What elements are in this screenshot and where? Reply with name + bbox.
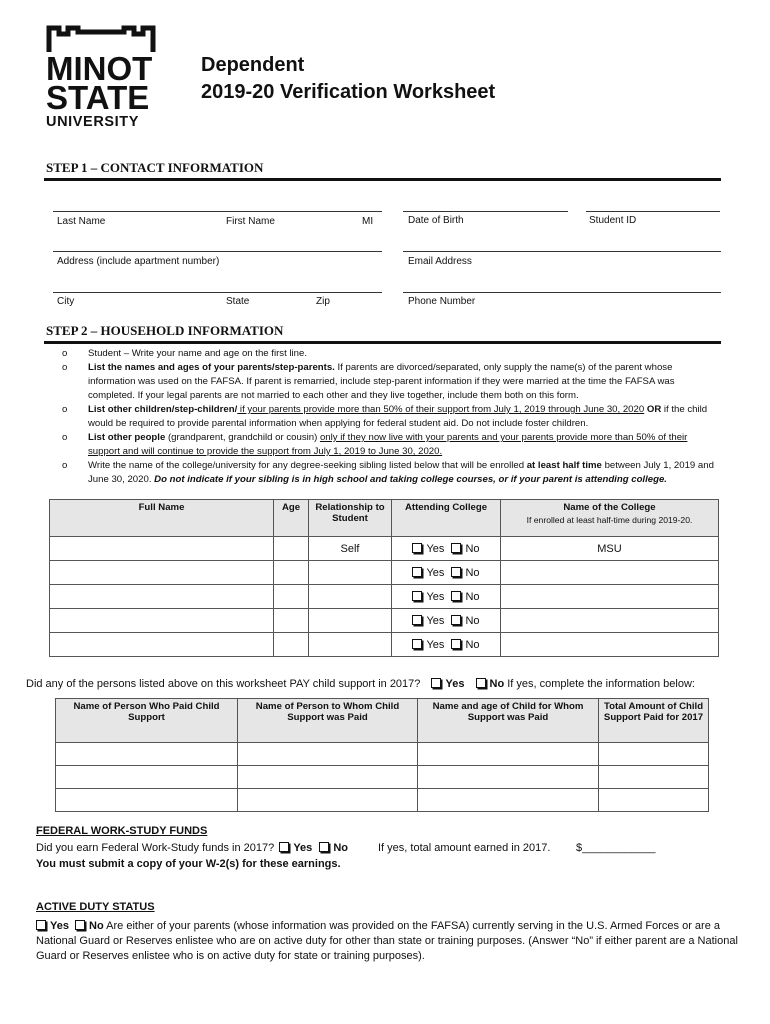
attending-cell: Yes No bbox=[392, 561, 501, 585]
list-item: o Write the name of the college/university for any degree-seeking sibling listed below that will be enrolled at least half time between July 1, 2019 and June 30, 2020. Do not indicate if your sibling is in high school and taking college courses, or if your parent is attending college. bbox=[62, 460, 714, 485]
fws-no-checkbox[interactable] bbox=[319, 842, 329, 852]
age-cell[interactable] bbox=[274, 585, 309, 609]
name-cell[interactable] bbox=[50, 633, 274, 657]
age-cell[interactable] bbox=[274, 609, 309, 633]
step1-heading: STEP 1 – CONTACT INFORMATION bbox=[46, 160, 264, 175]
col-recipient: Name of Person to Whom Child Support was Paid bbox=[238, 699, 418, 743]
no-checkbox[interactable] bbox=[451, 615, 461, 625]
child-cell[interactable] bbox=[418, 743, 599, 766]
active-duty-question: Yes No Are either of your parents (whose information was provided on the FAFSA) currently serving in the U.S. Armed Forces or are a National Guard or Reserves enlistee who are on active duty for other than state or training purposes. (Answer “No” if either parent are a National Guard or Reserves enlistee who is on active duty for state or training purposes). bbox=[36, 920, 738, 962]
table-row bbox=[56, 766, 709, 789]
college-subheader: If enrolled at least half-time during 2019-20. bbox=[526, 515, 693, 525]
payer-cell[interactable] bbox=[56, 743, 238, 766]
table-row bbox=[50, 585, 719, 609]
attending-cell: Yes No bbox=[392, 585, 501, 609]
child-support-table bbox=[55, 698, 709, 812]
cs-no-checkbox[interactable] bbox=[476, 678, 486, 688]
household-table bbox=[49, 499, 719, 657]
no-checkbox[interactable] bbox=[451, 567, 461, 577]
cs-yes-checkbox[interactable] bbox=[431, 678, 441, 688]
fws-amount-field[interactable]: $____________ bbox=[576, 842, 656, 854]
age-cell[interactable] bbox=[274, 561, 309, 585]
age-cell[interactable] bbox=[274, 633, 309, 657]
attending-cell: Yes No bbox=[392, 537, 501, 561]
payer-cell[interactable] bbox=[56, 789, 238, 812]
table-row bbox=[50, 537, 719, 561]
address-line[interactable] bbox=[53, 251, 382, 252]
ad-yes-checkbox[interactable] bbox=[36, 920, 46, 930]
fws-question-row: Did you earn Federal Work-Study funds in 2017? Yes No bbox=[36, 842, 349, 854]
list-item: o List the names and ages of your parents/step-parents. If parents are divorced/separated, only supply the name(s) of the parent whose information was used on the FAFSA. If parent is remarried, include step-parent information if they were married at the time the FAFSA was completed. If your legal parents are not married to each other and they live together, include them both on this form. bbox=[62, 362, 675, 401]
email-label: Email Address bbox=[408, 256, 472, 267]
address-label: Address (include apartment number) bbox=[57, 256, 220, 267]
logo-word-university: UNIVERSITY bbox=[46, 114, 140, 130]
col-full-name: Full Name bbox=[50, 500, 274, 537]
recipient-cell[interactable] bbox=[238, 743, 418, 766]
table-row bbox=[50, 561, 719, 585]
name-line[interactable] bbox=[53, 211, 382, 212]
col-child: Name and age of Child for Whom Support was Paid bbox=[418, 699, 599, 743]
city-line[interactable] bbox=[53, 292, 382, 293]
title-line-2: 2019-20 Verification Worksheet bbox=[201, 81, 496, 103]
email-line[interactable] bbox=[403, 251, 721, 252]
name-cell[interactable] bbox=[50, 561, 274, 585]
recipient-cell[interactable] bbox=[238, 789, 418, 812]
yes-checkbox[interactable] bbox=[412, 567, 422, 577]
relationship-cell[interactable] bbox=[309, 561, 392, 585]
table-row bbox=[56, 789, 709, 812]
col-total: Total Amount of Child Support Paid for 2017 bbox=[599, 699, 709, 743]
table-row bbox=[50, 609, 719, 633]
step1-divider bbox=[44, 178, 721, 181]
child-support-question: Did any of the persons listed above on this worksheet PAY child support in 2017? bbox=[26, 678, 421, 690]
name-cell[interactable] bbox=[50, 609, 274, 633]
list-item: o List other people (grandparent, grandchild or cousin) only if they now live with your parents and your parents provide more than 50% of their support and will continue to provide the support from July 1, 2019 to June 30, 2020. bbox=[62, 432, 688, 457]
fws-question: Did you earn Federal Work-Study funds in 2017? bbox=[36, 842, 275, 854]
student-id-line[interactable] bbox=[586, 211, 720, 212]
active-duty-heading: ACTIVE DUTY STATUS bbox=[36, 901, 155, 913]
attending-cell: Yes No bbox=[392, 609, 501, 633]
relationship-cell[interactable]: Self bbox=[309, 537, 392, 561]
no-checkbox[interactable] bbox=[451, 591, 461, 601]
name-cell[interactable] bbox=[50, 537, 274, 561]
payer-cell[interactable] bbox=[56, 766, 238, 789]
last-name-label: Last Name bbox=[57, 216, 106, 227]
total-cell[interactable] bbox=[599, 789, 709, 812]
relationship-cell[interactable] bbox=[309, 609, 392, 633]
ad-no-checkbox[interactable] bbox=[75, 920, 85, 930]
list-item: o List other children/step-children/ if your parents provide more than 50% of their support from July 1, 2019 through June 30, 2020 OR if the child would be required to provide parental information when applying for federal student aid. Do not include foster children. bbox=[62, 404, 708, 429]
dob-line[interactable] bbox=[403, 211, 568, 212]
step2-heading: STEP 2 – HOUSEHOLD INFORMATION bbox=[46, 323, 284, 338]
student-id-label: Student ID bbox=[589, 215, 637, 226]
college-header: Name of the College bbox=[563, 502, 656, 513]
college-cell[interactable]: MSU bbox=[501, 537, 719, 561]
yes-checkbox[interactable] bbox=[412, 591, 422, 601]
table-row bbox=[50, 633, 719, 657]
mi-label: MI bbox=[362, 216, 374, 227]
col-relationship: Relationship to Student bbox=[309, 500, 392, 537]
table-row bbox=[56, 743, 709, 766]
title-line-1: Dependent bbox=[201, 54, 305, 76]
page-title bbox=[201, 52, 495, 106]
instructions-list bbox=[62, 347, 722, 487]
college-cell[interactable] bbox=[501, 633, 719, 657]
list-item: o Student – Write your name and age on the first line. bbox=[62, 348, 308, 359]
col-college bbox=[501, 500, 719, 537]
logo-word-state: STATE bbox=[46, 79, 150, 116]
yes-checkbox[interactable] bbox=[412, 639, 422, 649]
age-cell[interactable] bbox=[274, 537, 309, 561]
child-cell[interactable] bbox=[418, 789, 599, 812]
logo-word-minot: MINOT bbox=[46, 50, 153, 87]
college-cell[interactable] bbox=[501, 609, 719, 633]
recipient-cell[interactable] bbox=[238, 766, 418, 789]
yes-checkbox[interactable] bbox=[412, 615, 422, 625]
total-cell[interactable] bbox=[599, 766, 709, 789]
no-checkbox[interactable] bbox=[451, 639, 461, 649]
step2-divider bbox=[44, 341, 721, 344]
col-attending: Attending College bbox=[392, 500, 501, 537]
yes-checkbox[interactable] bbox=[412, 543, 422, 553]
fws-heading: FEDERAL WORK-STUDY FUNDS bbox=[36, 825, 208, 837]
college-cell[interactable] bbox=[501, 561, 719, 585]
dob-label: Date of Birth bbox=[408, 215, 464, 226]
fws-w2-note: You must submit a copy of your W-2(s) for these earnings. bbox=[36, 858, 341, 870]
relationship-cell[interactable] bbox=[309, 633, 392, 657]
fws-amount-label: If yes, total amount earned in 2017. bbox=[378, 842, 551, 854]
col-age: Age bbox=[274, 500, 309, 537]
city-label: City bbox=[57, 296, 75, 307]
phone-line[interactable] bbox=[403, 292, 721, 293]
zip-label: Zip bbox=[316, 296, 330, 307]
university-logo bbox=[46, 22, 166, 130]
active-duty-text: Are either of your parents (whose information was provided on the FAFSA) currently serving in the U.S. Armed Forces or are a National Guard or Reserves enlistee who are on active duty for other than state or training purposes. (Answer “No” if either parent are a National Guard or Reserves enlistee who is on active duty for state or training purposes). bbox=[36, 920, 738, 962]
relationship-cell[interactable] bbox=[309, 585, 392, 609]
college-cell[interactable] bbox=[501, 585, 719, 609]
no-checkbox[interactable] bbox=[451, 543, 461, 553]
col-payer: Name of Person Who Paid Child Support bbox=[56, 699, 238, 743]
fws-yes-checkbox[interactable] bbox=[279, 842, 289, 852]
state-label: State bbox=[226, 296, 250, 307]
attending-cell: Yes No bbox=[392, 633, 501, 657]
child-support-followup: If yes, complete the information below: bbox=[507, 678, 695, 690]
child-support-question-row: Did any of the persons listed above on this worksheet PAY child support in 2017? Yes No If yes, complete the information below: bbox=[26, 678, 695, 690]
child-cell[interactable] bbox=[418, 766, 599, 789]
name-cell[interactable] bbox=[50, 585, 274, 609]
first-name-label: First Name bbox=[226, 216, 275, 227]
phone-label: Phone Number bbox=[408, 296, 476, 307]
total-cell[interactable] bbox=[599, 743, 709, 766]
